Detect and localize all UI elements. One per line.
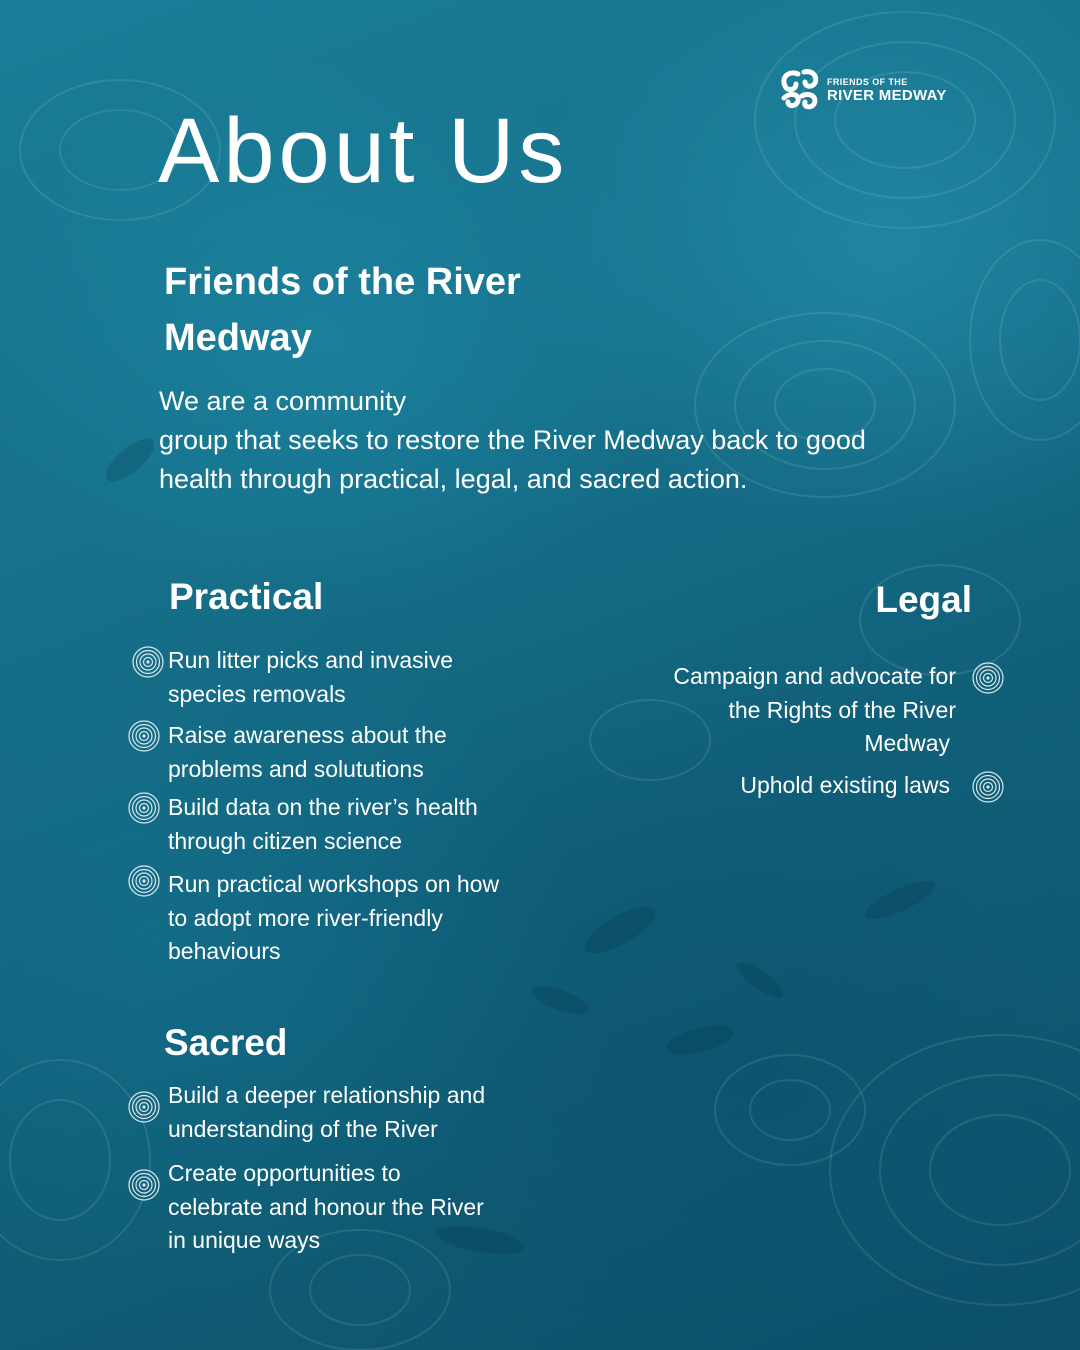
ripple-icon [127,719,161,753]
item-line: problems and solututions [168,755,424,782]
item-line: Raise awareness about the [168,722,447,748]
org-heading-line: Medway [164,317,312,359]
org-heading-line: Friends of the River [164,261,521,303]
ripple-icon [971,770,1005,804]
item-line: Medway [864,730,950,756]
item-line: celebrate and honour the River [168,1193,484,1220]
item-line: Run litter picks and invasive [168,647,454,673]
practical-item [168,868,528,969]
item-line: the Rights of the River [728,696,956,723]
logo-big-text: RIVER MEDWAY [827,87,947,104]
item-line: understanding of the River [168,1115,438,1142]
legal-item [636,660,956,761]
sacred-item [168,1079,528,1146]
item-line: behaviours [168,938,281,964]
sacred-item [168,1157,528,1258]
item-line: Build data on the river’s health [168,794,478,820]
org-heading [164,254,584,366]
practical-item [168,791,528,858]
item-line: Uphold existing laws [740,772,950,798]
river-swirl-logo-icon [778,66,822,112]
item-line: species removals [168,680,346,707]
item-line: Campaign and advocate for [673,663,956,689]
sacred-heading: Sacred [164,1022,288,1063]
page-title: About Us [158,100,569,202]
ripple-icon [127,791,161,825]
legal-item [630,769,950,803]
ripple-icon [131,645,165,679]
item-line: Build a deeper relationship and [168,1082,486,1108]
intro-paragraph [159,382,919,499]
legal-heading: Legal [875,579,972,620]
ripple-icon [971,661,1005,695]
ripple-icon [127,1090,161,1124]
practical-item [168,719,528,786]
logo-small-text: FRIENDS OF THE [827,77,908,87]
practical-heading: Practical [169,576,324,617]
intro-line: group that seeks to restore the River Medway back to good [159,425,866,455]
practical-item [168,644,528,711]
intro-line: health through practical, legal, and sacred action. [159,464,748,494]
item-line: through citizen science [168,827,402,854]
item-line: to adopt more river-friendly [168,904,443,931]
friends-of-river-medway-logo[interactable] [778,66,960,114]
intro-line: We are a community [159,386,407,416]
ripple-icon [127,1168,161,1202]
ripple-icon [127,864,161,898]
item-line: in unique ways [168,1227,321,1253]
item-line: Run practical workshops on how [168,871,500,897]
item-line: Create opportunities to [168,1160,401,1186]
